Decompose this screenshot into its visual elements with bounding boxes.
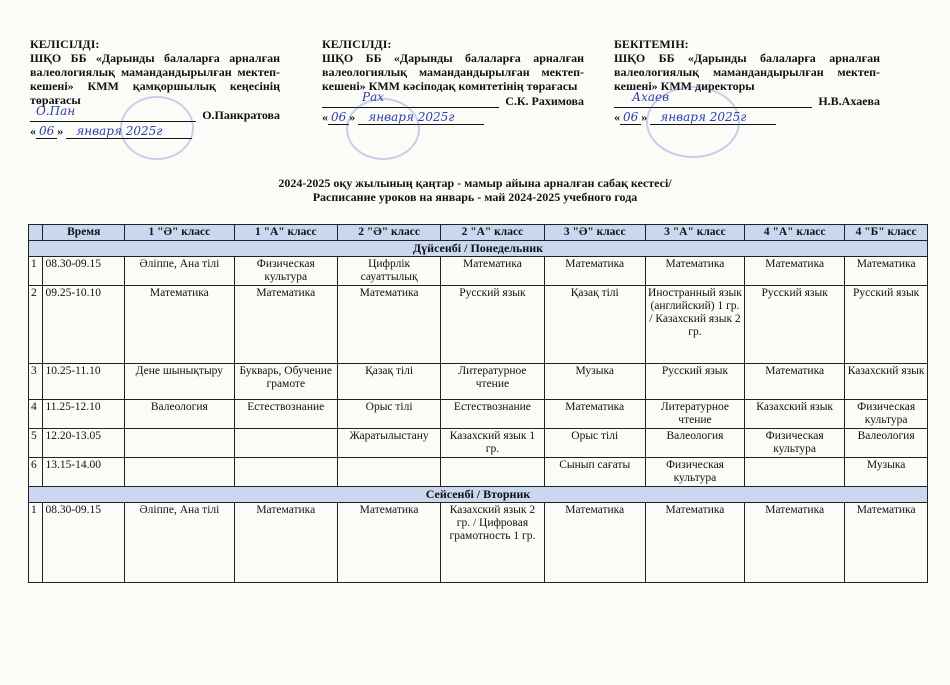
date-month-year: января 2025г [358,110,484,125]
lesson-time: 11.25-12.10 [43,400,125,429]
lesson-cell [337,458,440,487]
lesson-cell: Литературное чтение [441,364,544,400]
lesson-number: 3 [29,364,43,400]
lesson-cell: Валеология [125,400,235,429]
lesson-cell: Математика [745,364,845,400]
lesson-cell: Русский язык [645,364,744,400]
table-row [29,364,928,400]
lesson-cell: Валеология [645,429,744,458]
lesson-number: 4 [29,400,43,429]
lesson-cell: Математика [234,503,337,583]
approval-text: ШҚО ББ «Дарынды балаларға арналған валеологиялық мамандандырылған мектеп-кешені» КММ кәсіподақ комитетінің төрағасы [322,51,584,93]
column-header: 4 "Б" класс [845,225,928,241]
lesson-cell [745,458,845,487]
lesson-cell: Естествознание [441,400,544,429]
date-month-year: января 2025г [66,124,192,139]
handwritten-signature: Ахаев [632,90,670,104]
lesson-cell: Цифрлік сауаттылық [337,257,440,286]
approval-block-3 [614,37,880,124]
column-header-index [29,225,43,241]
lesson-number: 1 [29,257,43,286]
signer-name: О.Панкратова [202,108,280,122]
lesson-time: 12.20-13.05 [43,429,125,458]
lesson-time: 08.30-09.15 [43,257,125,286]
lesson-cell: Математика [544,400,645,429]
lesson-cell: Математика [234,286,337,364]
lesson-cell: Сынып сағаты [544,458,645,487]
title-line-russian: Расписание уроков на январь - май 2024-2025 учебного года [312,190,638,204]
title-line-kazakh: 2024-2025 оқу жылының қаңтар - мамыр айына арналған сабақ кестесі/ [278,176,672,190]
lesson-cell: Математика [337,286,440,364]
approval-date: « 06 » января 2025г [614,110,880,124]
lesson-cell: Математика [745,257,845,286]
lesson-cell: Әліппе, Ана тілі [125,503,235,583]
lesson-number: 6 [29,458,43,487]
approval-text: ШҚО ББ «Дарынды балаларға арналған валеологиялық мамандандырылған мектеп-кешені» КММ қамқоршылық кеңесінің төрағасы [30,51,280,107]
day-name: Дүйсенбі / Понедельник [29,241,928,257]
lesson-cell: Орыс тілі [544,429,645,458]
date-day: 06 [328,110,349,125]
lesson-number: 1 [29,503,43,583]
approval-date: « 06 » января 2025г [322,110,584,124]
lesson-cell: Әліппе, Ана тілі [125,257,235,286]
approval-block-1 [30,37,280,138]
schedule-title [0,176,950,204]
lesson-time: 13.15-14.00 [43,458,125,487]
lesson-cell [125,429,235,458]
approval-heading: КЕЛІСІЛДІ: [322,37,392,51]
column-header: Время [43,225,125,241]
lesson-number: 5 [29,429,43,458]
day-header-row [29,241,928,257]
signature-line [322,90,584,108]
signer-name: С.К. Рахимова [505,94,584,108]
approval-heading: БЕКІТЕМІН: [614,37,689,51]
lesson-cell: Русский язык [845,286,928,364]
table-row [29,257,928,286]
schedule-table [28,224,928,583]
date-month-year: января 2025г [650,110,776,125]
column-header: 4 "А" класс [745,225,845,241]
approval-text: ШҚО ББ «Дарынды балаларға арналған валеологиялық мамандандырылған мектеп-кешені» КММ директоры [614,51,880,93]
lesson-cell: Музыка [845,458,928,487]
lesson-cell: Физическая культура [234,257,337,286]
lesson-cell: Литературное чтение [645,400,744,429]
lesson-cell [234,458,337,487]
lesson-cell: Естествознание [234,400,337,429]
lesson-cell: Музыка [544,364,645,400]
column-header: 2 "Ә" класс [337,225,440,241]
date-day: 06 [36,124,57,139]
lesson-cell: Математика [125,286,235,364]
lesson-cell: Математика [441,257,544,286]
lesson-cell: Казахский язык [845,364,928,400]
lesson-cell: Дене шынықтыру [125,364,235,400]
table-body [29,241,928,583]
table-row [29,286,928,364]
lesson-cell: Жаратылыстану [337,429,440,458]
lesson-cell: Валеология [845,429,928,458]
column-header: 3 "А" класс [645,225,744,241]
approval-heading: КЕЛІСІЛДІ: [30,37,100,51]
lesson-cell: Физическая культура [745,429,845,458]
lesson-cell: Қазақ тілі [544,286,645,364]
signature-blank [322,90,499,108]
day-header-row [29,487,928,503]
lesson-cell: Математика [745,503,845,583]
day-name: Сейсенбі / Вторник [29,487,928,503]
lesson-time: 09.25-10.10 [43,286,125,364]
handwritten-signature: Рах [362,90,384,104]
column-header: 2 "А" класс [441,225,544,241]
lesson-cell: Орыс тілі [337,400,440,429]
lesson-cell: Физическая культура [645,458,744,487]
approval-block-2 [322,37,584,124]
lesson-cell: Русский язык [745,286,845,364]
column-header: 3 "Ә" класс [544,225,645,241]
signature-line [30,104,280,122]
lesson-cell [125,458,235,487]
date-day: 06 [620,110,641,125]
lesson-cell: Русский язык [441,286,544,364]
lesson-cell [234,429,337,458]
lesson-number: 2 [29,286,43,364]
table-row [29,458,928,487]
lesson-cell: Казахский язык 2 гр. / Цифровая грамотность 1 гр. [441,503,544,583]
lesson-cell: Математика [645,503,744,583]
table-row [29,503,928,583]
signature-blank [614,90,812,108]
lesson-cell: Математика [645,257,744,286]
table-row [29,429,928,458]
lesson-cell: Математика [544,503,645,583]
lesson-time: 08.30-09.15 [43,503,125,583]
lesson-cell: Физическая культура [845,400,928,429]
signature-line [614,90,880,108]
lesson-cell: Математика [544,257,645,286]
lesson-cell: Казахский язык [745,400,845,429]
lesson-cell: Казахский язык 1 гр. [441,429,544,458]
lesson-cell: Математика [845,257,928,286]
lesson-cell: Қазақ тілі [337,364,440,400]
lesson-cell: Иностранный язык (английский) 1 гр. / Казахский язык 2 гр. [645,286,744,364]
lesson-time: 10.25-11.10 [43,364,125,400]
table-row [29,400,928,429]
signature-blank [30,104,196,122]
column-header: 1 "Ә" класс [125,225,235,241]
lesson-cell: Математика [845,503,928,583]
handwritten-signature: О.Пан [36,104,76,118]
approval-date: « 06 » января 2025г [30,124,280,138]
lesson-cell [441,458,544,487]
table-header-row [29,225,928,241]
lesson-cell: Математика [337,503,440,583]
signer-name: Н.В.Ахаева [818,94,880,108]
lesson-cell: Букварь, Обучение грамоте [234,364,337,400]
column-header: 1 "А" класс [234,225,337,241]
